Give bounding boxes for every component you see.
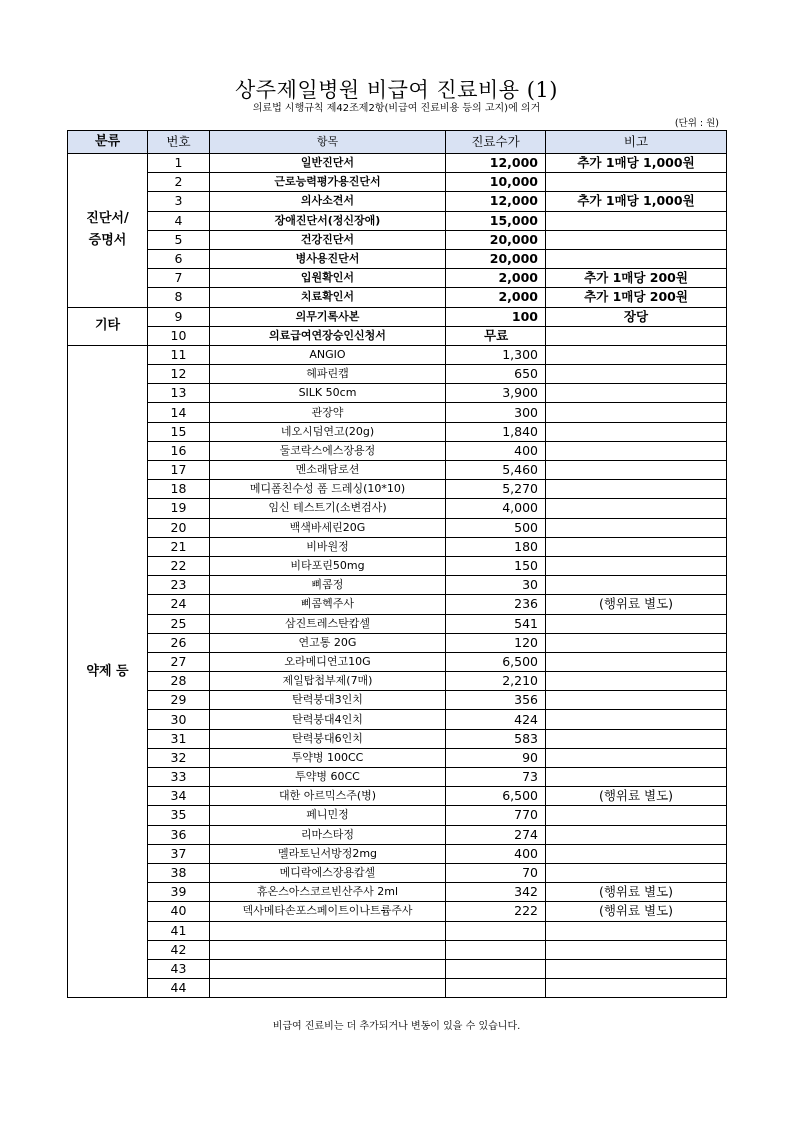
table-row <box>68 883 727 902</box>
row-number: 27 <box>148 652 210 671</box>
table-row <box>68 192 727 211</box>
row-note <box>546 537 727 556</box>
table-row <box>68 595 727 614</box>
row-item: 삐콤정 <box>210 576 446 595</box>
table-body <box>68 154 727 998</box>
row-number: 24 <box>148 595 210 614</box>
header-item: 항목 <box>210 131 446 154</box>
row-note: 추가 1매당 1,000원 <box>546 192 727 211</box>
row-note <box>546 384 727 403</box>
row-note: (행위료 별도) <box>546 902 727 921</box>
row-item: 둘코락스에스장용정 <box>210 441 446 460</box>
row-item: 치료확인서 <box>210 288 446 307</box>
row-number: 39 <box>148 883 210 902</box>
row-price: 20,000 <box>446 249 546 268</box>
row-item <box>210 959 446 978</box>
row-number: 35 <box>148 806 210 825</box>
table-row <box>68 825 727 844</box>
row-number: 9 <box>148 307 210 326</box>
row-price: 15,000 <box>446 211 546 230</box>
table-row <box>68 518 727 537</box>
table-row <box>68 556 727 575</box>
row-price: 10,000 <box>446 173 546 192</box>
row-item: 비바원정 <box>210 537 446 556</box>
table-row <box>68 768 727 787</box>
row-price: 12,000 <box>446 154 546 173</box>
row-price <box>446 940 546 959</box>
row-price: 5,270 <box>446 480 546 499</box>
row-note <box>546 461 727 480</box>
row-price: 1,300 <box>446 345 546 364</box>
row-note <box>546 806 727 825</box>
row-item: 탄력붕대6인치 <box>210 729 446 748</box>
table-row <box>68 499 727 518</box>
row-price: 770 <box>446 806 546 825</box>
row-item: ANGIO <box>210 345 446 364</box>
row-item: 의료급여연장승인신청서 <box>210 326 446 345</box>
row-price: 356 <box>446 691 546 710</box>
category-cell: 기타 <box>68 307 148 345</box>
table-row <box>68 748 727 767</box>
row-number: 32 <box>148 748 210 767</box>
table-row <box>68 863 727 882</box>
row-number: 18 <box>148 480 210 499</box>
row-price: 30 <box>446 576 546 595</box>
table-row <box>68 422 727 441</box>
table-row <box>68 480 727 499</box>
row-note <box>546 345 727 364</box>
row-note <box>546 422 727 441</box>
row-number: 20 <box>148 518 210 537</box>
row-item: 삼진트레스탄캅셀 <box>210 614 446 633</box>
row-price: 222 <box>446 902 546 921</box>
row-item <box>210 979 446 998</box>
row-number: 36 <box>148 825 210 844</box>
row-item: 페니민정 <box>210 806 446 825</box>
row-number: 38 <box>148 863 210 882</box>
row-item: 멜라토닌서방정2mg <box>210 844 446 863</box>
row-item: 멘소래담로션 <box>210 461 446 480</box>
row-number: 41 <box>148 921 210 940</box>
row-price: 400 <box>446 441 546 460</box>
row-note <box>546 326 727 345</box>
table-row <box>68 384 727 403</box>
row-item: 일반진단서 <box>210 154 446 173</box>
row-number: 44 <box>148 979 210 998</box>
row-price: 300 <box>446 403 546 422</box>
row-note <box>546 365 727 384</box>
row-price: 274 <box>446 825 546 844</box>
table-row <box>68 365 727 384</box>
row-price: 5,460 <box>446 461 546 480</box>
row-note <box>546 940 727 959</box>
header-price: 진료수가 <box>446 131 546 154</box>
table-row <box>68 633 727 652</box>
row-number: 40 <box>148 902 210 921</box>
row-note <box>546 576 727 595</box>
row-item: 투약병 60CC <box>210 768 446 787</box>
table-row <box>68 710 727 729</box>
row-price: 20,000 <box>446 230 546 249</box>
row-item: SILK 50cm <box>210 384 446 403</box>
table-row <box>68 729 727 748</box>
row-number: 22 <box>148 556 210 575</box>
row-item: 리마스타정 <box>210 825 446 844</box>
row-price: 90 <box>446 748 546 767</box>
row-number: 42 <box>148 940 210 959</box>
row-price: 6,500 <box>446 652 546 671</box>
row-note <box>546 748 727 767</box>
row-number: 10 <box>148 326 210 345</box>
row-price <box>446 979 546 998</box>
row-number: 14 <box>148 403 210 422</box>
row-item: 병사용진단서 <box>210 249 446 268</box>
table-row <box>68 441 727 460</box>
row-number: 17 <box>148 461 210 480</box>
row-note <box>546 480 727 499</box>
table-row <box>68 461 727 480</box>
table-row <box>68 959 727 978</box>
row-price: 73 <box>446 768 546 787</box>
row-price: 342 <box>446 883 546 902</box>
row-note: 추가 1매당 200원 <box>546 269 727 288</box>
row-item: 메디폼친수성 폼 드레싱(10*10) <box>210 480 446 499</box>
row-number: 2 <box>148 173 210 192</box>
table-row <box>68 307 727 326</box>
row-number: 33 <box>148 768 210 787</box>
table-row <box>68 154 727 173</box>
row-number: 1 <box>148 154 210 173</box>
row-item: 관장약 <box>210 403 446 422</box>
table-row <box>68 173 727 192</box>
row-price: 1,840 <box>446 422 546 441</box>
row-note <box>546 249 727 268</box>
row-number: 43 <box>148 959 210 978</box>
table-row <box>68 902 727 921</box>
row-note: 추가 1매당 200원 <box>546 288 727 307</box>
row-item: 연고통 20G <box>210 633 446 652</box>
table-row <box>68 537 727 556</box>
row-item: 삐콤헥주사 <box>210 595 446 614</box>
row-item: 탄력붕대3인치 <box>210 691 446 710</box>
row-number: 11 <box>148 345 210 364</box>
row-price: 541 <box>446 614 546 633</box>
table-row <box>68 288 727 307</box>
row-item: 메디락에스장용캅셀 <box>210 863 446 882</box>
row-price: 236 <box>446 595 546 614</box>
table-row <box>68 326 727 345</box>
row-note <box>546 672 727 691</box>
table-row <box>68 211 727 230</box>
row-note: 추가 1매당 1,000원 <box>546 154 727 173</box>
row-price: 120 <box>446 633 546 652</box>
row-item: 투약병 100CC <box>210 748 446 767</box>
row-note <box>546 230 727 249</box>
row-price: 12,000 <box>446 192 546 211</box>
row-price: 2,000 <box>446 288 546 307</box>
row-note <box>546 691 727 710</box>
row-price: 2,000 <box>446 269 546 288</box>
row-item: 의사소견서 <box>210 192 446 211</box>
table-row <box>68 576 727 595</box>
row-note <box>546 652 727 671</box>
row-number: 30 <box>148 710 210 729</box>
table-row <box>68 979 727 998</box>
row-item: 비타포린50mg <box>210 556 446 575</box>
row-item: 장애진단서(정신장애) <box>210 211 446 230</box>
row-item: 의무기록사본 <box>210 307 446 326</box>
row-item: 제일탑첩부제(7매) <box>210 672 446 691</box>
row-price: 500 <box>446 518 546 537</box>
legal-basis-subtitle: 의료법 시행규칙 제42조제2항(비급여 진료비용 등의 고지)에 의거 <box>252 103 541 114</box>
table-row <box>68 249 727 268</box>
row-number: 16 <box>148 441 210 460</box>
row-note <box>546 518 727 537</box>
row-price: 150 <box>446 556 546 575</box>
row-number: 37 <box>148 844 210 863</box>
header-number: 번호 <box>148 131 210 154</box>
row-note: (행위료 별도) <box>546 787 727 806</box>
table-row <box>68 672 727 691</box>
row-item: 근로능력평가용진단서 <box>210 173 446 192</box>
row-note <box>546 959 727 978</box>
row-price: 180 <box>446 537 546 556</box>
row-price <box>446 921 546 940</box>
row-price: 100 <box>446 307 546 326</box>
table-row <box>68 269 727 288</box>
table-row <box>68 614 727 633</box>
row-number: 28 <box>148 672 210 691</box>
row-number: 3 <box>148 192 210 211</box>
table-row <box>68 691 727 710</box>
row-price: 583 <box>446 729 546 748</box>
table-row <box>68 403 727 422</box>
table-row <box>68 844 727 863</box>
row-price: 400 <box>446 844 546 863</box>
row-number: 13 <box>148 384 210 403</box>
row-note <box>546 844 727 863</box>
row-note <box>546 979 727 998</box>
table-row <box>68 230 727 249</box>
row-number: 34 <box>148 787 210 806</box>
row-note: (행위료 별도) <box>546 883 727 902</box>
row-number: 5 <box>148 230 210 249</box>
row-note <box>546 556 727 575</box>
row-note <box>546 729 727 748</box>
row-note <box>546 403 727 422</box>
footer-note: 비급여 진료비는 더 추가되거나 변동이 있을 수 있습니다. <box>272 1021 521 1032</box>
unit-label: (단위 : 원) <box>674 118 719 129</box>
row-price: 70 <box>446 863 546 882</box>
row-note <box>546 173 727 192</box>
row-number: 26 <box>148 633 210 652</box>
row-item: 백색바세린20G <box>210 518 446 537</box>
row-number: 6 <box>148 249 210 268</box>
row-item: 건강진단서 <box>210 230 446 249</box>
row-number: 19 <box>148 499 210 518</box>
row-number: 31 <box>148 729 210 748</box>
table-row <box>68 921 727 940</box>
row-note <box>546 921 727 940</box>
table-row <box>68 345 727 364</box>
category-cell: 약제 등 <box>68 345 148 997</box>
row-item: 임신 테스트기(소변검사) <box>210 499 446 518</box>
row-number: 21 <box>148 537 210 556</box>
row-note <box>546 633 727 652</box>
row-note <box>546 863 727 882</box>
row-item: 헤파린캡 <box>210 365 446 384</box>
table-row <box>68 787 727 806</box>
row-note <box>546 499 727 518</box>
row-item: 휴온스아스코르빈산주사 2ml <box>210 883 446 902</box>
row-item: 탄력붕대4인치 <box>210 710 446 729</box>
row-number: 4 <box>148 211 210 230</box>
row-price: 4,000 <box>446 499 546 518</box>
row-note <box>546 825 727 844</box>
row-note <box>546 768 727 787</box>
row-number: 29 <box>148 691 210 710</box>
row-number: 23 <box>148 576 210 595</box>
row-price: 6,500 <box>446 787 546 806</box>
row-item: 오라메디연고10G <box>210 652 446 671</box>
row-price: 650 <box>446 365 546 384</box>
row-number: 25 <box>148 614 210 633</box>
row-note <box>546 211 727 230</box>
row-note: 장당 <box>546 307 727 326</box>
table-row <box>68 940 727 959</box>
row-number: 12 <box>148 365 210 384</box>
row-price: 424 <box>446 710 546 729</box>
row-price <box>446 959 546 978</box>
fee-table <box>67 130 727 998</box>
category-cell: 진단서/ 증명서 <box>68 154 148 308</box>
row-price: 3,900 <box>446 384 546 403</box>
table-row <box>68 806 727 825</box>
row-item: 입원확인서 <box>210 269 446 288</box>
row-item <box>210 940 446 959</box>
row-note <box>546 614 727 633</box>
row-item: 덱사메타손포스페이트이나트륨주사 <box>210 902 446 921</box>
row-price: 무료 <box>446 326 546 345</box>
row-number: 8 <box>148 288 210 307</box>
row-item: 네오시덤연고(20g) <box>210 422 446 441</box>
row-number: 15 <box>148 422 210 441</box>
row-item <box>210 921 446 940</box>
header-note: 비고 <box>546 131 727 154</box>
row-price: 2,210 <box>446 672 546 691</box>
page-title: 상주제일병원 비급여 진료비용 (1) <box>235 78 558 102</box>
row-note <box>546 441 727 460</box>
row-note <box>546 710 727 729</box>
header-category: 분류 <box>68 131 148 154</box>
table-header-row <box>68 131 727 154</box>
row-number: 7 <box>148 269 210 288</box>
row-note: (행위료 별도) <box>546 595 727 614</box>
row-item: 대한 아르믹스주(병) <box>210 787 446 806</box>
table-row <box>68 652 727 671</box>
